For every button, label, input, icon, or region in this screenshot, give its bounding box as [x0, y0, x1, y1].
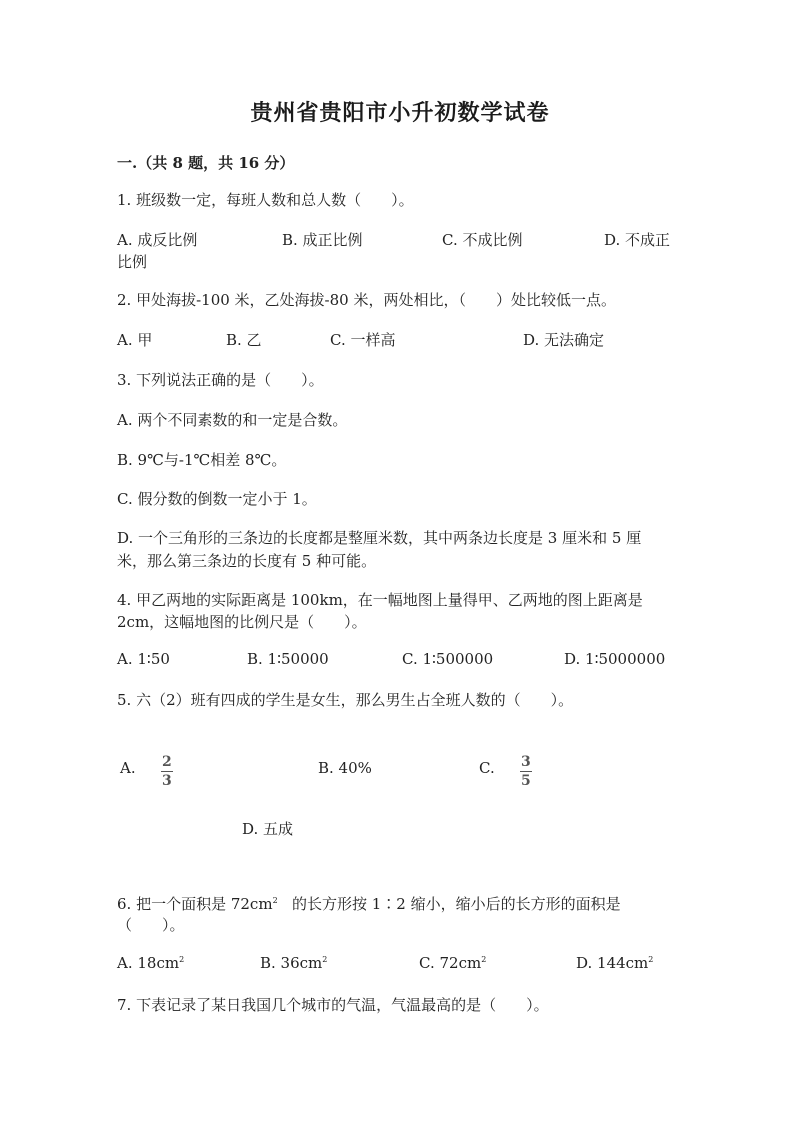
section-header: 一.（共 8 题，共 16 分）: [117, 154, 295, 172]
page-title: 贵州省贵阳市小升初数学试卷: [250, 100, 550, 126]
question-2-option-b: B. 乙: [226, 331, 262, 349]
question-7-stem: 7. 下表记录了某日我国几个城市的气温，气温最高的是（ ）。: [117, 996, 549, 1014]
question-4-stem-line1: 4. 甲乙两地的实际距离是 100km，在一幅地图上量得甲、乙两地的图上距离是: [117, 591, 643, 609]
fraction-denominator: 5: [521, 773, 531, 789]
fraction-numerator: 3: [521, 754, 531, 770]
question-1-option-d: D. 不成正: [604, 231, 671, 249]
question-5-stem: 5. 六（2）班有四成的学生是女生，那么男生占全班人数的（ ）。: [117, 691, 574, 709]
option-text: A. 18cm: [117, 954, 180, 972]
superscript-2: 2: [179, 955, 185, 964]
question-6-option-d: [576, 954, 653, 972]
question-4-option-d: D. 1∶5000000: [564, 650, 666, 668]
question-6-stem-part1: 6. 把一个面积是 72cm: [117, 895, 273, 913]
question-3-option-d-line1: D. 一个三角形的三条边的长度都是整厘米数，其中两条边长度是 3 厘米和 5 厘: [117, 529, 642, 547]
question-4-option-a: A. 1∶50: [117, 650, 170, 668]
question-1-stem: 1. 班级数一定，每班人数和总人数（ ）。: [117, 191, 414, 209]
question-6-option-a: [117, 954, 184, 972]
question-1-option-d-wrap: 比例: [117, 253, 148, 271]
question-5-option-c-label: C.: [479, 759, 495, 777]
question-3-option-a: A. 两个不同素数的和一定是合数。: [117, 411, 348, 429]
superscript-2: 2: [272, 896, 278, 905]
question-5-option-d: D. 五成: [242, 820, 294, 838]
question-1-option-a: A. 成反比例: [117, 231, 198, 249]
question-5-option-a-fraction: [160, 751, 174, 788]
superscript-2: 2: [322, 955, 328, 964]
question-5-option-b: B. 40%: [318, 759, 372, 777]
question-2-option-a: A. 甲: [117, 331, 153, 349]
fraction-denominator: 3: [162, 773, 172, 789]
option-text: D. 144cm: [576, 954, 649, 972]
question-6-stem-part2: 的长方形按 1∶2 缩小，缩小后的长方形的面积是: [291, 895, 621, 913]
question-6-option-c: [419, 954, 486, 972]
option-text: B. 36cm: [260, 954, 323, 972]
question-1-option-b: B. 成正比例: [282, 231, 363, 249]
question-3-option-d-line2: 米，那么第三条边的长度有 5 种可能。: [117, 552, 377, 570]
option-text: C. 72cm: [419, 954, 482, 972]
question-4-option-b: B. 1∶50000: [247, 650, 329, 668]
question-5-option-a-label: A.: [120, 759, 136, 777]
fraction-numerator: 2: [162, 754, 172, 770]
question-2-stem: 2. 甲处海拔-100 米，乙处海拔-80 米，两处相比，（ ）处比较低一点。: [117, 291, 616, 309]
question-6-stem-line1: [117, 893, 621, 914]
superscript-2: 2: [648, 955, 654, 964]
question-1-option-c: C. 不成比例: [442, 231, 523, 249]
question-6-option-b: [260, 954, 327, 972]
question-3-stem: 3. 下列说法正确的是（ ）。: [117, 371, 324, 389]
question-4-stem-line2: 2cm，这幅地图的比例尺是（ ）。: [117, 613, 367, 631]
question-4-option-c: C. 1∶500000: [402, 650, 494, 668]
question-5-option-c-fraction: [519, 751, 533, 788]
question-3-option-b: B. 9℃与-1℃相差 8℃。: [117, 451, 287, 469]
question-3-option-c: C. 假分数的倒数一定小于 1。: [117, 490, 317, 508]
question-6-stem-line2: （ ）。: [117, 916, 185, 934]
superscript-2: 2: [481, 955, 487, 964]
question-2-option-d: D. 无法确定: [523, 331, 605, 349]
question-2-option-c: C. 一样高: [330, 331, 396, 349]
